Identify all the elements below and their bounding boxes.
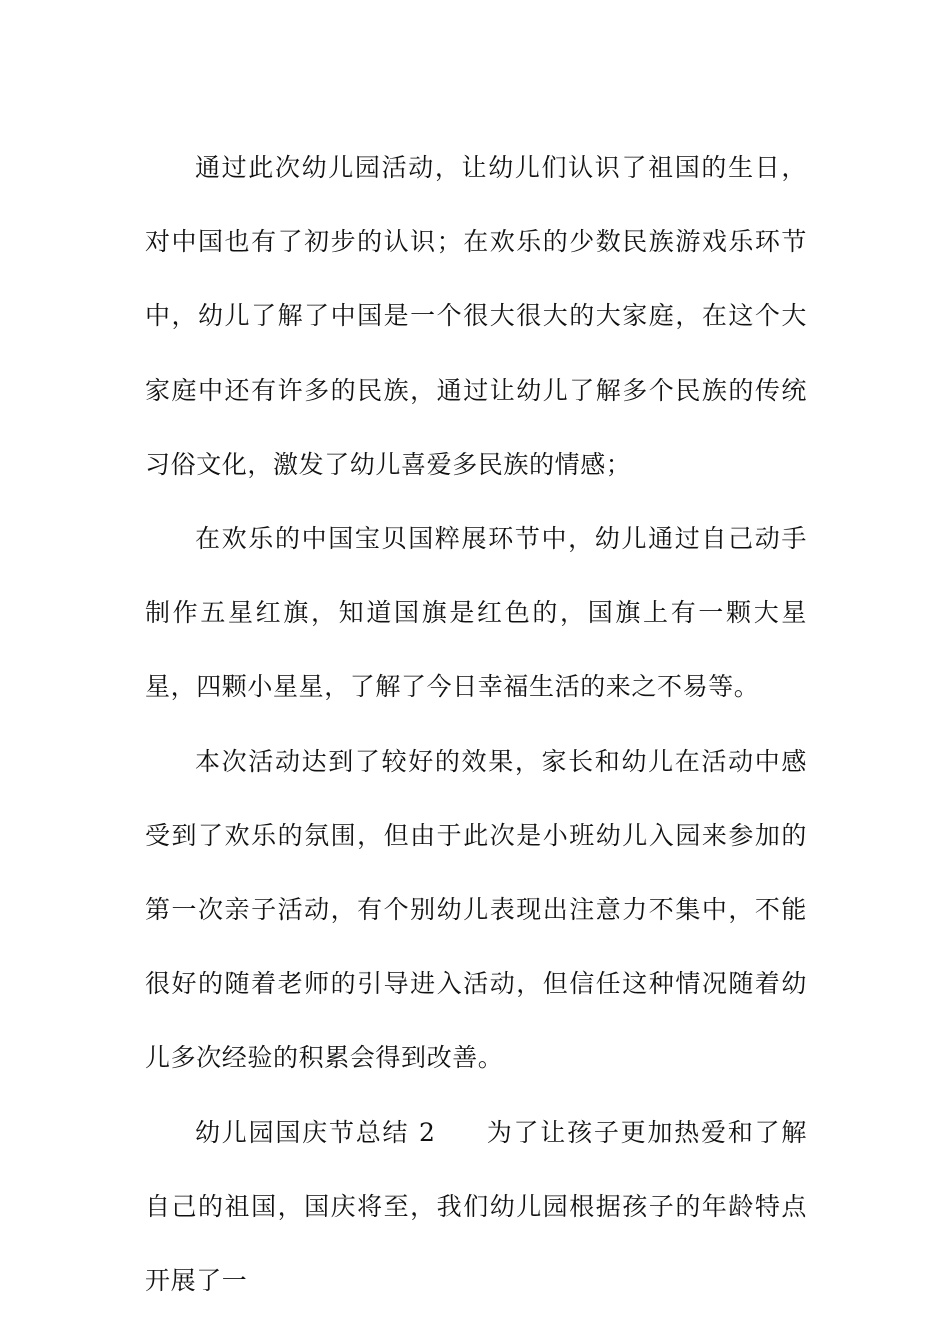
document-body xyxy=(145,131,807,1318)
paragraph-activity-effect: 本次活动达到了较好的效果，家长和幼儿在活动中感受到了欢乐的氛围，但由于此次是小班幼儿入园来参加的第一次亲子活动，有个别幼儿表现出注意力不集中，不能很好的随着老师的引导进入活动，但信任这种情况随着幼儿多次经验的积累会得到改善。 xyxy=(145,746,807,1073)
section-title: 幼儿园国庆节总结 2 xyxy=(195,1117,436,1147)
paragraph-flag-activity: 在欢乐的中国宝贝国粹展环节中，幼儿通过自己动手制作五星红旗，知道国旗是红色的，国旗上有一颗大星星，四颗小星星，了解了今日幸福生活的来之不易等。 xyxy=(145,524,807,702)
paragraph-section-two xyxy=(145,1096,807,1319)
section-opening-text: 为了让孩子更加热爱和了解自己的祖国，国庆将至，我们幼儿园根据孩子的年龄特点开展了一 xyxy=(145,1117,807,1296)
paragraph-activity-summary: 通过此次幼儿园活动，让幼儿们认识了祖国的生日，对中国也有了初步的认识；在欢乐的少数民族游戏乐环节中，幼儿了解了中国是一个很大很大的大家庭，在这个大家庭中还有许多的民族，通过让幼儿了解多个民族的传统习俗文化，激发了幼儿喜爱多民族的情感； xyxy=(145,153,807,479)
